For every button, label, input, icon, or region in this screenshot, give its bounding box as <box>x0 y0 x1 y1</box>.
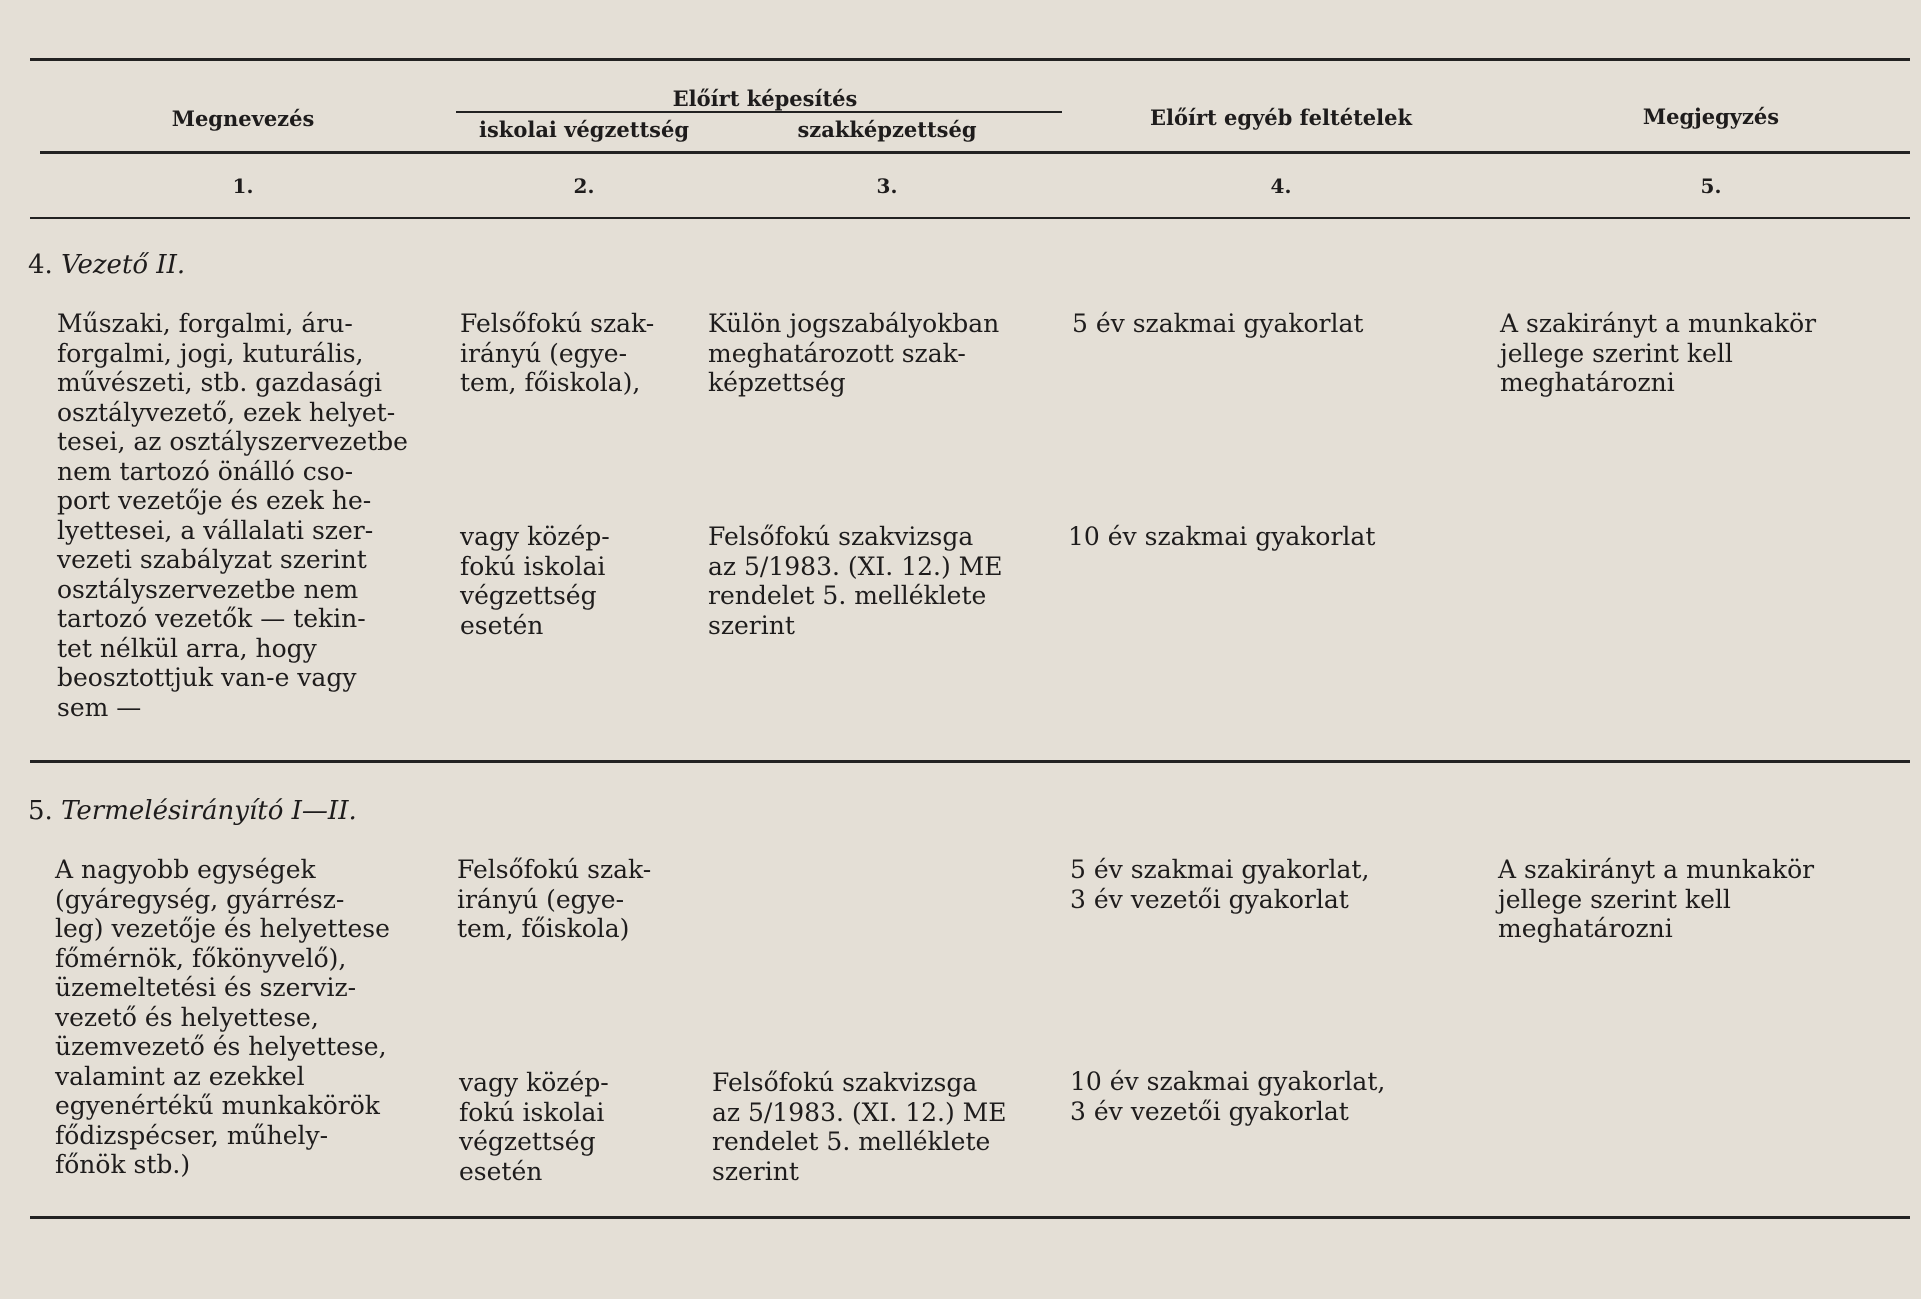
qualification-alternative: Felsőfokú szakvizsga az 5/1983. (XI. 12.) ME rendelet 5. melléklete szerint <box>712 1068 1007 1186</box>
condition-primary: 5 év szakmai gyakorlat, 3 év vezetői gyakorlat <box>1070 855 1370 914</box>
section-number: 5. <box>28 796 53 826</box>
note: A szakirányt a munkakör jellege szerint kell meghatározni <box>1500 309 1817 397</box>
section-divider-rule <box>30 760 1910 763</box>
header-bottom-rule <box>40 151 1910 154</box>
qualification-alternative: Felsőfokú szakvizsga az 5/1983. (XI. 12.) ME rendelet 5. melléklete szerint <box>708 522 1003 640</box>
section-number: 4. <box>28 250 53 280</box>
column-number-4: 4. <box>1270 174 1292 198</box>
header-col4: Előírt egyéb feltételek <box>1149 105 1413 130</box>
condition-alternative: 10 év szakmai gyakorlat, 3 év vezetői gyakorlat <box>1070 1067 1386 1126</box>
column-number-5: 5. <box>1700 174 1722 198</box>
school-requirement-alternative: vagy közép- fokú iskolai végzettség esetén <box>459 1068 609 1186</box>
school-requirement-primary: Felsőfokú szak- irányú (egye- tem, főiskola) <box>457 855 652 943</box>
column-number-2: 2. <box>573 174 595 198</box>
numbers-bottom-rule <box>30 217 1910 219</box>
section-title: Vezető II. <box>61 250 186 280</box>
column-number-3: 3. <box>876 174 898 198</box>
condition-alternative: 10 év szakmai gyakorlat <box>1068 522 1376 551</box>
qualification-primary: Külön jogszabályokban meghatározott szak- képzettség <box>708 309 1000 397</box>
column-number-1: 1. <box>232 174 254 198</box>
condition-primary: 5 év szakmai gyakorlat <box>1072 309 1364 338</box>
position-description: Műszaki, forgalmi, áru- forgalmi, jogi, kuturális, művészeti, stb. gazdasági osztályvezető, ezek helyet- tesei, az osztályszervezetbe nem tartozó önálló cso- port vezetője és ezek he- lyettesei, a vállalati szer- vezeti szabályzat szerint osztályszervezetbe nem tartozó vezetők — tekin- tet nélkül arra, hogy beosztottjuk van-e vagy sem — <box>57 309 408 722</box>
header-col5: Megjegyzés <box>1642 104 1780 129</box>
position-description: A nagyobb egységek (gyáregység, gyárrész- leg) vezetője és helyettese főmérnök, főkönyvelő), üzemeltetési és szerviz- vezető és helyettese, üzemvezető és helyettese, valamint az ezekkel egyenértékű munkakörök fődizspécser, műhely- főnök stb.) <box>55 855 390 1179</box>
header-group: Előírt képesítés <box>672 86 858 111</box>
school-requirement-primary: Felsőfokú szak- irányú (egye- tem, főiskola), <box>460 309 655 397</box>
header-col1: Megnevezés <box>171 106 315 131</box>
group-header-rule <box>456 111 1062 113</box>
section-heading <box>28 796 357 826</box>
header-col2: iskolai végzettség <box>478 117 690 142</box>
school-requirement-alternative: vagy közép- fokú iskolai végzettség esetén <box>460 522 610 640</box>
note: A szakirányt a munkakör jellege szerint kell meghatározni <box>1498 855 1815 943</box>
section-title: Termelésirányító I—II. <box>61 796 357 826</box>
section-heading <box>28 250 185 280</box>
header-col3: szakképzettség <box>797 117 977 142</box>
table-bottom-rule <box>30 1216 1910 1219</box>
table-top-rule <box>30 58 1910 61</box>
